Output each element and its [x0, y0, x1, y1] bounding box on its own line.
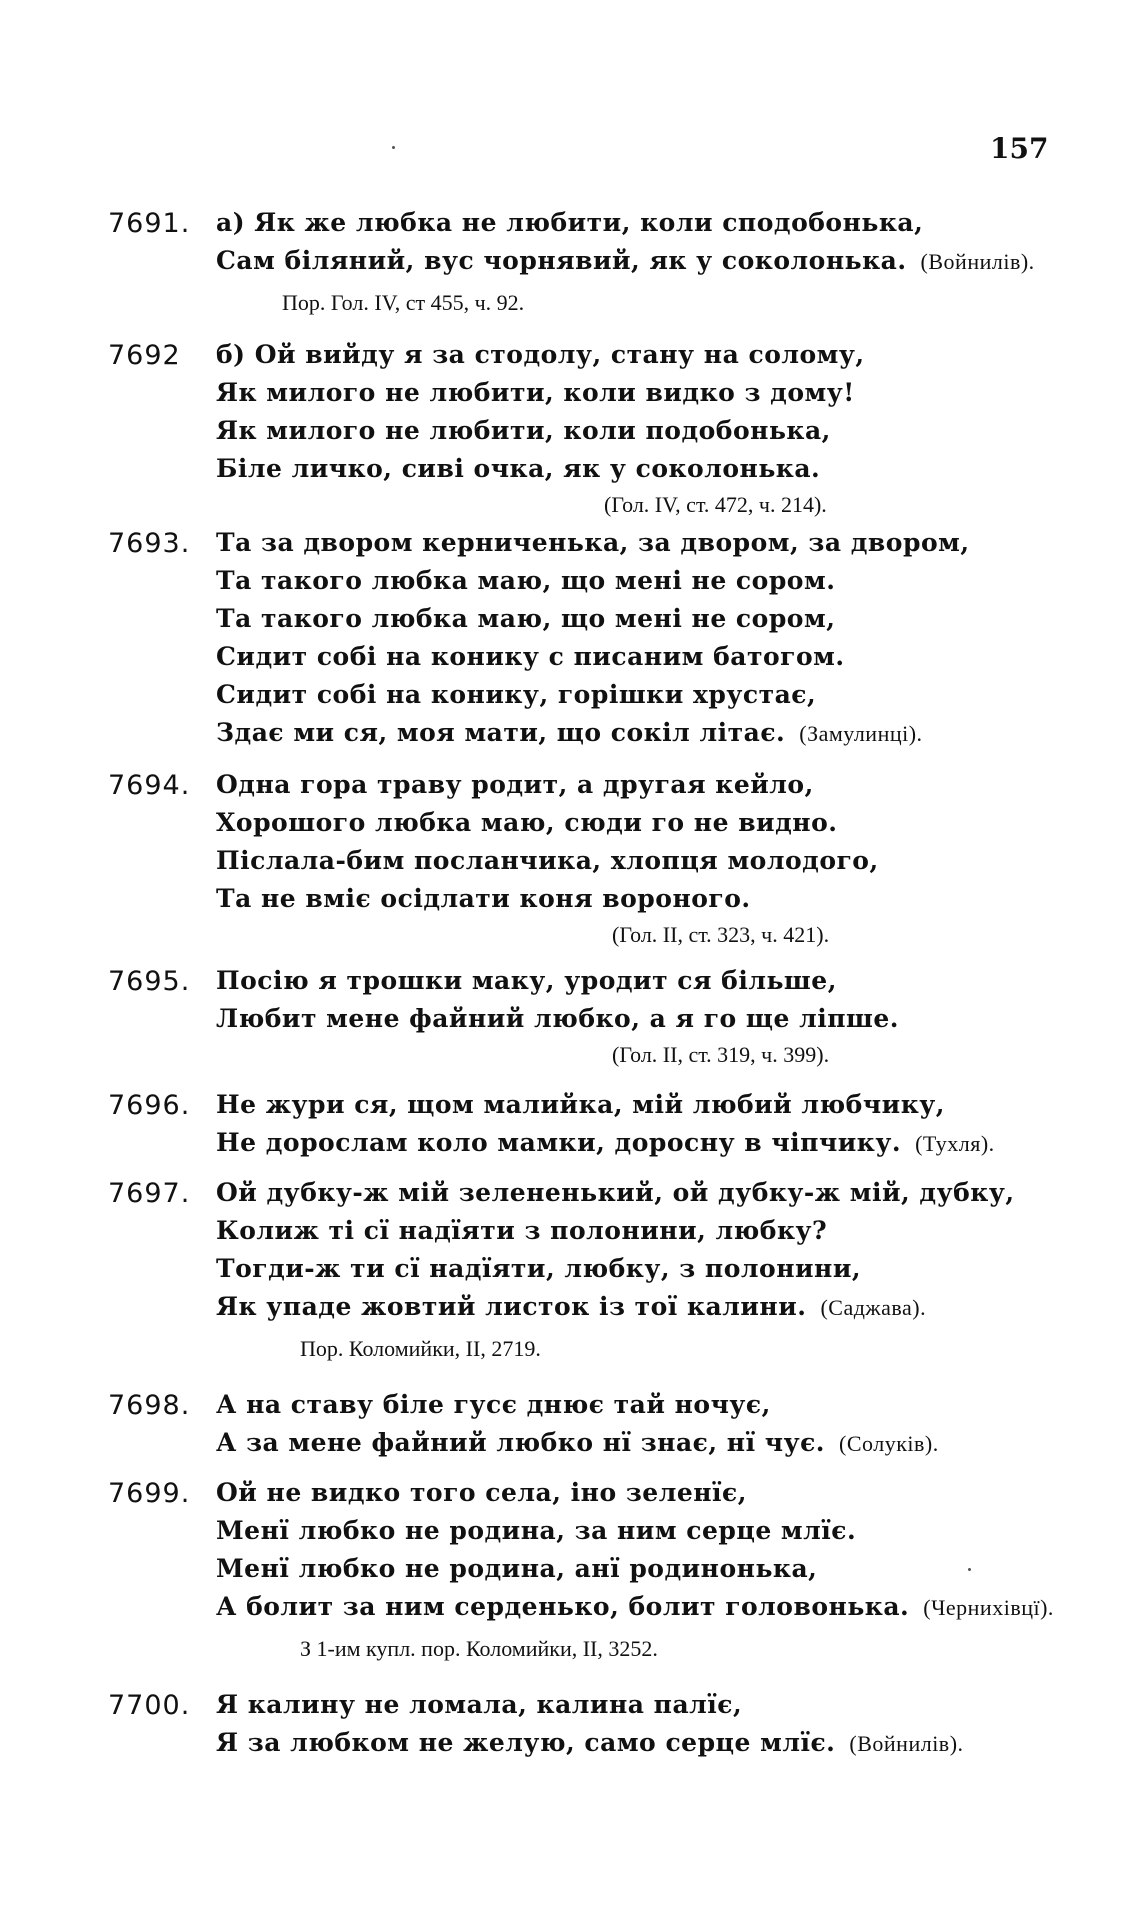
print-speck	[968, 1568, 971, 1571]
verse-line: Післала-бим посланчика, хлопця молодого,	[216, 846, 879, 875]
source-place: (Саджава).	[820, 1295, 927, 1320]
verse-line: Здає ми ся, моя мати, що сокіл літає. (Замулинці).	[216, 718, 923, 747]
verse-line: Одна гора траву родит, а другая кейло,	[216, 770, 814, 799]
print-speck	[392, 146, 395, 149]
verse-line: Менї любко не родина, за ним серце млїє.	[216, 1516, 857, 1545]
source-place: (Тухля).	[915, 1131, 995, 1156]
verse-line: Та не вміє осідлати коня вороного.	[216, 884, 751, 913]
verse-line: Я калину не ломала, калина палїє,	[216, 1690, 743, 1719]
source-place: (Замулинці).	[799, 721, 923, 746]
reference-note: (Гол. II, ст. 319, ч. 399).	[612, 1042, 830, 1067]
verse-line: Та такого любка маю, що мені не сором.	[216, 566, 836, 595]
source-place: (Войнилів).	[849, 1731, 964, 1756]
verse-line: А болит за ним серденько, болит головонька. (Черниxівцї).	[216, 1592, 1054, 1621]
song-number: 7695.	[108, 966, 191, 997]
verse-line: Як упаде жовтий листок із тої калини. (Саджава).	[216, 1292, 927, 1321]
verse-line: Та такого любка маю, що мені не сором,	[216, 604, 836, 633]
verse-line: Сидит собі на конику с писаним батогом.	[216, 642, 845, 671]
verse-line: Любит мене файний любко, а я го ще ліпше.	[216, 1004, 899, 1033]
source-place: (Войнилів).	[920, 249, 1035, 274]
reference-note: (Гол. II, ст. 323, ч. 421).	[612, 922, 830, 947]
verse-line: Я за любком не желую, само серце млїє. (Войнилів).	[216, 1728, 964, 1757]
verse-line: Ой дубку-ж мій зелененький, ой дубку-ж мій, дубку,	[216, 1178, 1015, 1207]
verse-line: Ой не видко того села, іно зеленїє,	[216, 1478, 747, 1507]
verse-line: Менї любко не родина, анї родинонька,	[216, 1554, 818, 1583]
song-number: 7693.	[108, 528, 191, 559]
verse-line: Сам біляний, вус чорнявий, як у соколонька. (Войнилів).	[216, 246, 1035, 275]
song-number: 7696.	[108, 1090, 191, 1121]
verse-line: а) Як же любка не любити, коли сподобонька,	[216, 208, 924, 237]
source-place: (Черниxівцї).	[923, 1595, 1054, 1620]
verse-line: Не жури ся, щом малийка, мій любий любчику,	[216, 1090, 945, 1119]
page-number: 157	[990, 132, 1049, 165]
song-number: 7694.	[108, 770, 191, 801]
reference-note: З 1-им купл. пор. Коломийки, II, 3252.	[300, 1636, 658, 1661]
reference-note: Пор. Гол. IV, ст 455, ч. 92.	[282, 290, 525, 315]
song-number: 7692	[108, 340, 181, 371]
verse-line: Посію я трошки маку, уродит ся більше,	[216, 966, 837, 995]
song-number: 7700.	[108, 1690, 191, 1721]
verse-line: Не дорослам коло мамки, доросну в чіпчику. (Тухля).	[216, 1128, 995, 1157]
verse-line: Колиж ті сї надїяти з полонини, любку?	[216, 1216, 828, 1245]
verse-line: Та за двором керниченька, за двором, за двором,	[216, 528, 970, 557]
verse-line: А за мене файний любко нї знає, нї чує. (Солуків).	[216, 1428, 939, 1457]
song-number: 7698.	[108, 1390, 191, 1421]
reference-note: Пор. Коломийки, II, 2719.	[300, 1336, 541, 1361]
song-number: 7691.	[108, 208, 191, 239]
verse-line: Тогди-ж ти сї надїяти, любку, з полонини,	[216, 1254, 862, 1283]
verse-line: Як милого не любити, коли подобонька,	[216, 416, 831, 445]
song-number: 7699.	[108, 1478, 191, 1509]
verse-line: Хорошого любка маю, сюди го не видно.	[216, 808, 838, 837]
verse-line: б) Ой вийду я за стодолу, стану на солому,	[216, 340, 865, 369]
song-number: 7697.	[108, 1178, 191, 1209]
verse-line: Як милого не любити, коли видко з дому!	[216, 378, 855, 407]
reference-note: (Гол. IV, ст. 472, ч. 214).	[604, 492, 827, 517]
source-place: (Солуків).	[839, 1431, 939, 1456]
verse-line: Сидит собі на конику, горішки хрустає,	[216, 680, 817, 709]
verse-line: А на ставу біле гусє днює тай ночує,	[216, 1390, 771, 1419]
verse-line: Біле личко, сиві очка, як у соколонька.	[216, 454, 821, 483]
